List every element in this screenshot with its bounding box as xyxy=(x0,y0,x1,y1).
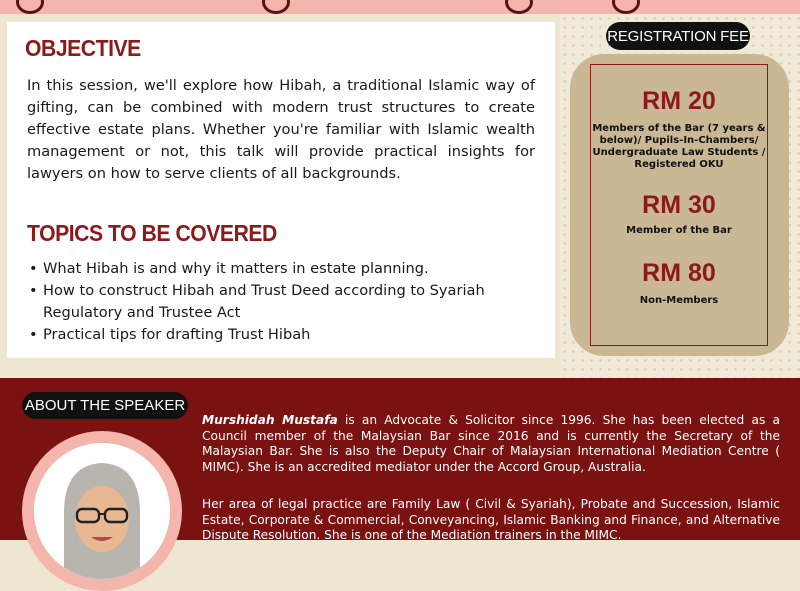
title-letter-fragment xyxy=(262,0,290,14)
objective-text: In this session, we'll explore how Hibah, a traditional Islamic way of gifting, can be combined with modern trust structures to create effective estate plans. Whether you're familiar with Islamic wealth management or not, this talk will provide practical insights for lawyers on how to serve clients of all backgrounds. xyxy=(27,77,535,182)
fee-amount: RM 20 xyxy=(642,87,716,115)
topics-list xyxy=(27,258,547,346)
about-speaker-label: ABOUT THE SPEAKER xyxy=(22,392,188,419)
speaker-name: Murshidah Mustafa xyxy=(202,413,338,427)
speaker-bio-practice: Her area of legal practice are Family Law ( Civil & Syariah), Probate and Succession, Islamic Estate, Corporate & Commercial, Conveyancing, Islamic Banking and Finance, and Alternative Dispute Resolution. She is one of the Mediation trainers in the MIMC. xyxy=(202,497,780,542)
fee-amount: RM 30 xyxy=(642,191,716,219)
objective-heading: OBJECTIVE xyxy=(25,35,141,61)
top-banner-strip xyxy=(0,0,800,14)
registration-fee-label: REGISTRATION FEE xyxy=(606,22,750,50)
speaker-bio: Murshidah Mustafa is an Advocate & Solicitor since 1996. She has been elected as a Council member of the Malaysian Bar since 2016 and is currently the Secretary of the Malaysian Bar. She is also the Deputy Chair of Malaysian International Mediation Centre ( MIMC). She is an accredited mediator under the Accord Group, Australia. xyxy=(202,413,780,474)
speaker-photo-frame xyxy=(22,431,182,591)
fee-description: Members of the Bar (7 years & below)/ Pupils-In-Chambers/ Undergraduate Law Students / Registered OKU xyxy=(592,123,766,170)
topics-heading: TOPICS TO BE COVERED xyxy=(27,220,277,246)
speaker-section xyxy=(0,378,800,540)
fee-panel xyxy=(570,54,789,356)
fee-frame xyxy=(590,64,768,346)
bullet-icon: • xyxy=(29,260,38,277)
speaker-portrait-icon xyxy=(34,443,170,579)
title-letter-fragment xyxy=(612,0,640,14)
list-item: • What Hibah is and why it matters in estate planning. xyxy=(27,258,547,280)
title-letter-fragment xyxy=(505,0,533,14)
fee-amount: RM 80 xyxy=(642,259,716,287)
list-item: • How to construct Hibah and Trust Deed according to Syariah Regulatory and Trustee Act xyxy=(29,282,485,321)
list-item: • Practical tips for drafting Trust Hibah xyxy=(27,324,547,346)
bullet-icon: • xyxy=(29,326,38,343)
bullet-icon: • xyxy=(29,282,38,299)
content-card xyxy=(7,22,555,358)
fee-description: Member of the Bar xyxy=(626,225,732,236)
title-letter-fragment xyxy=(16,0,44,14)
speaker-photo xyxy=(34,443,170,579)
fee-description: Non-Members xyxy=(639,295,719,306)
